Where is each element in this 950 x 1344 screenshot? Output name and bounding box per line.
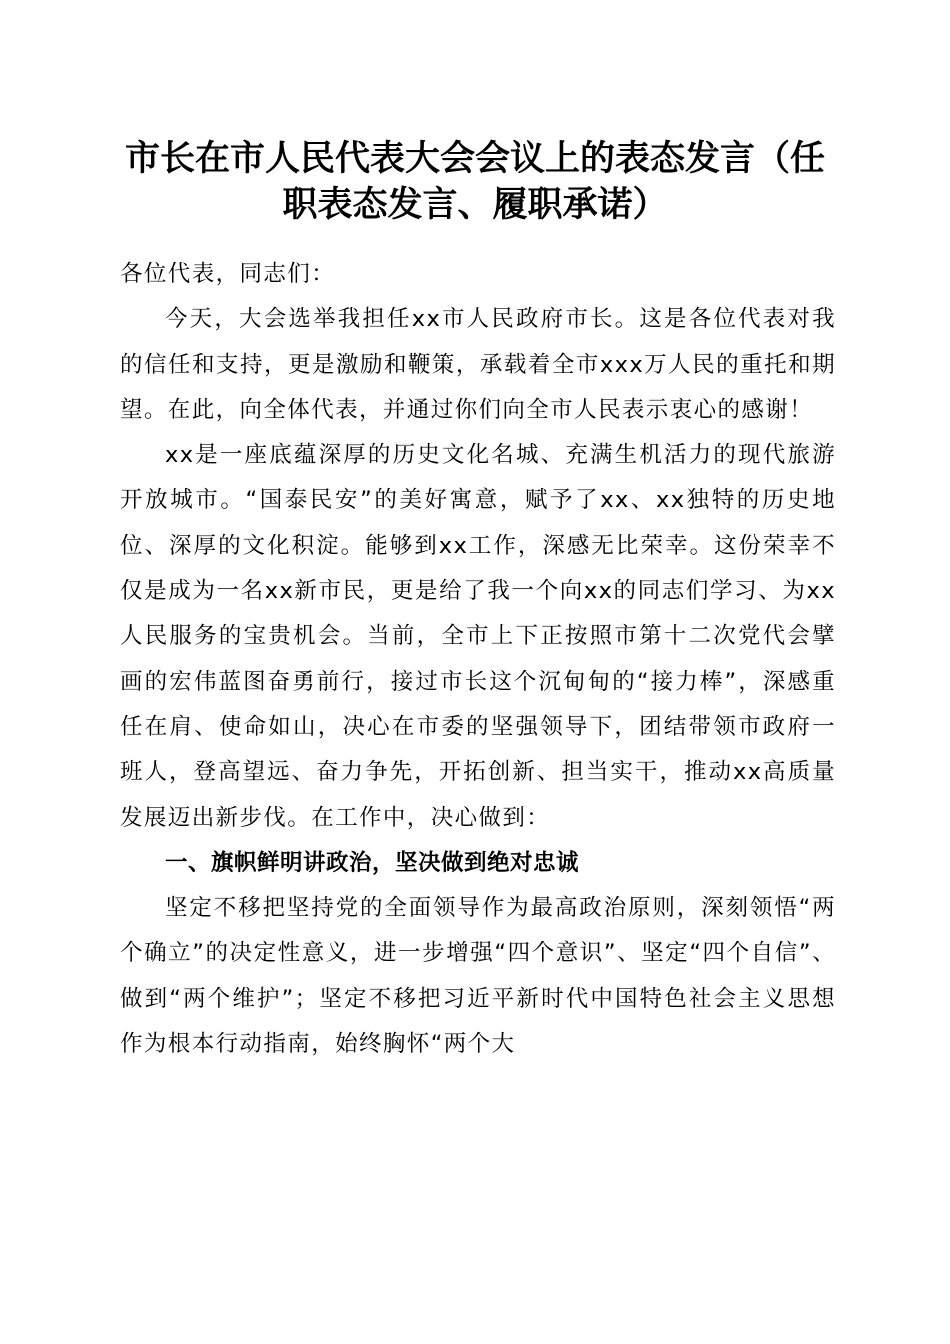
salutation: 各位代表，同志们： [120, 261, 336, 287]
paragraph-2: xx是一座底蕴深厚的历史文化名城、充满生机活力的现代旅游开放城市。“国泰民安”的美好寓意，赋予了xx、xx独特的历史地位、深厚的文化积淀。能够到xx工作，深感无比荣幸。这份荣幸不仅是成为一名xx新市民，更是给了我一个向xx的同志们学习、为xx人民服务的宝贵机会。当前，全市上下正按照市第十二次党代会擘画的宏伟蓝图奋勇前行，接过市长这个沉甸甸的“接力棒”，深感重任在肩、使命如山，决心在市委的坚强领导下，团结带领市政府一班人，登高望远、奋力争先，开拓创新、担当实干，推动xx高质量发展迈出新步伐。在工作中，决心做到： [120, 442, 836, 831]
section-heading-1: 一、旗帜鲜明讲政治，坚决做到绝对忠诚 [165, 849, 580, 876]
paragraph-1: 今天，大会选举我担任xx市人民政府市长。这是各位代表对我的信任和支持，更是激励和鞭策，承载着全市xxx万人民的重托和期望。在此，向全体代表，并通过你们向全市人民表示衷心的感谢！ [120, 306, 836, 423]
section-1-paragraph: 坚定不移把坚持党的全面领导作为最高政治原则，深刻领悟“两个确立”的决定性意义，进一步增强“四个意识”、坚定“四个自信”、做到“两个维护”；坚定不移把习近平新时代中国特色社会主义思想作为根本行动指南，始终胸怀“两个大 [120, 895, 836, 1058]
title-line-1: 市长在市人民代表大会会议上的表态发言（任 [124, 138, 825, 179]
document-body [120, 252, 836, 1067]
title-line-2: 职表态发言、履职承诺） [282, 184, 668, 225]
document-title [100, 136, 850, 228]
